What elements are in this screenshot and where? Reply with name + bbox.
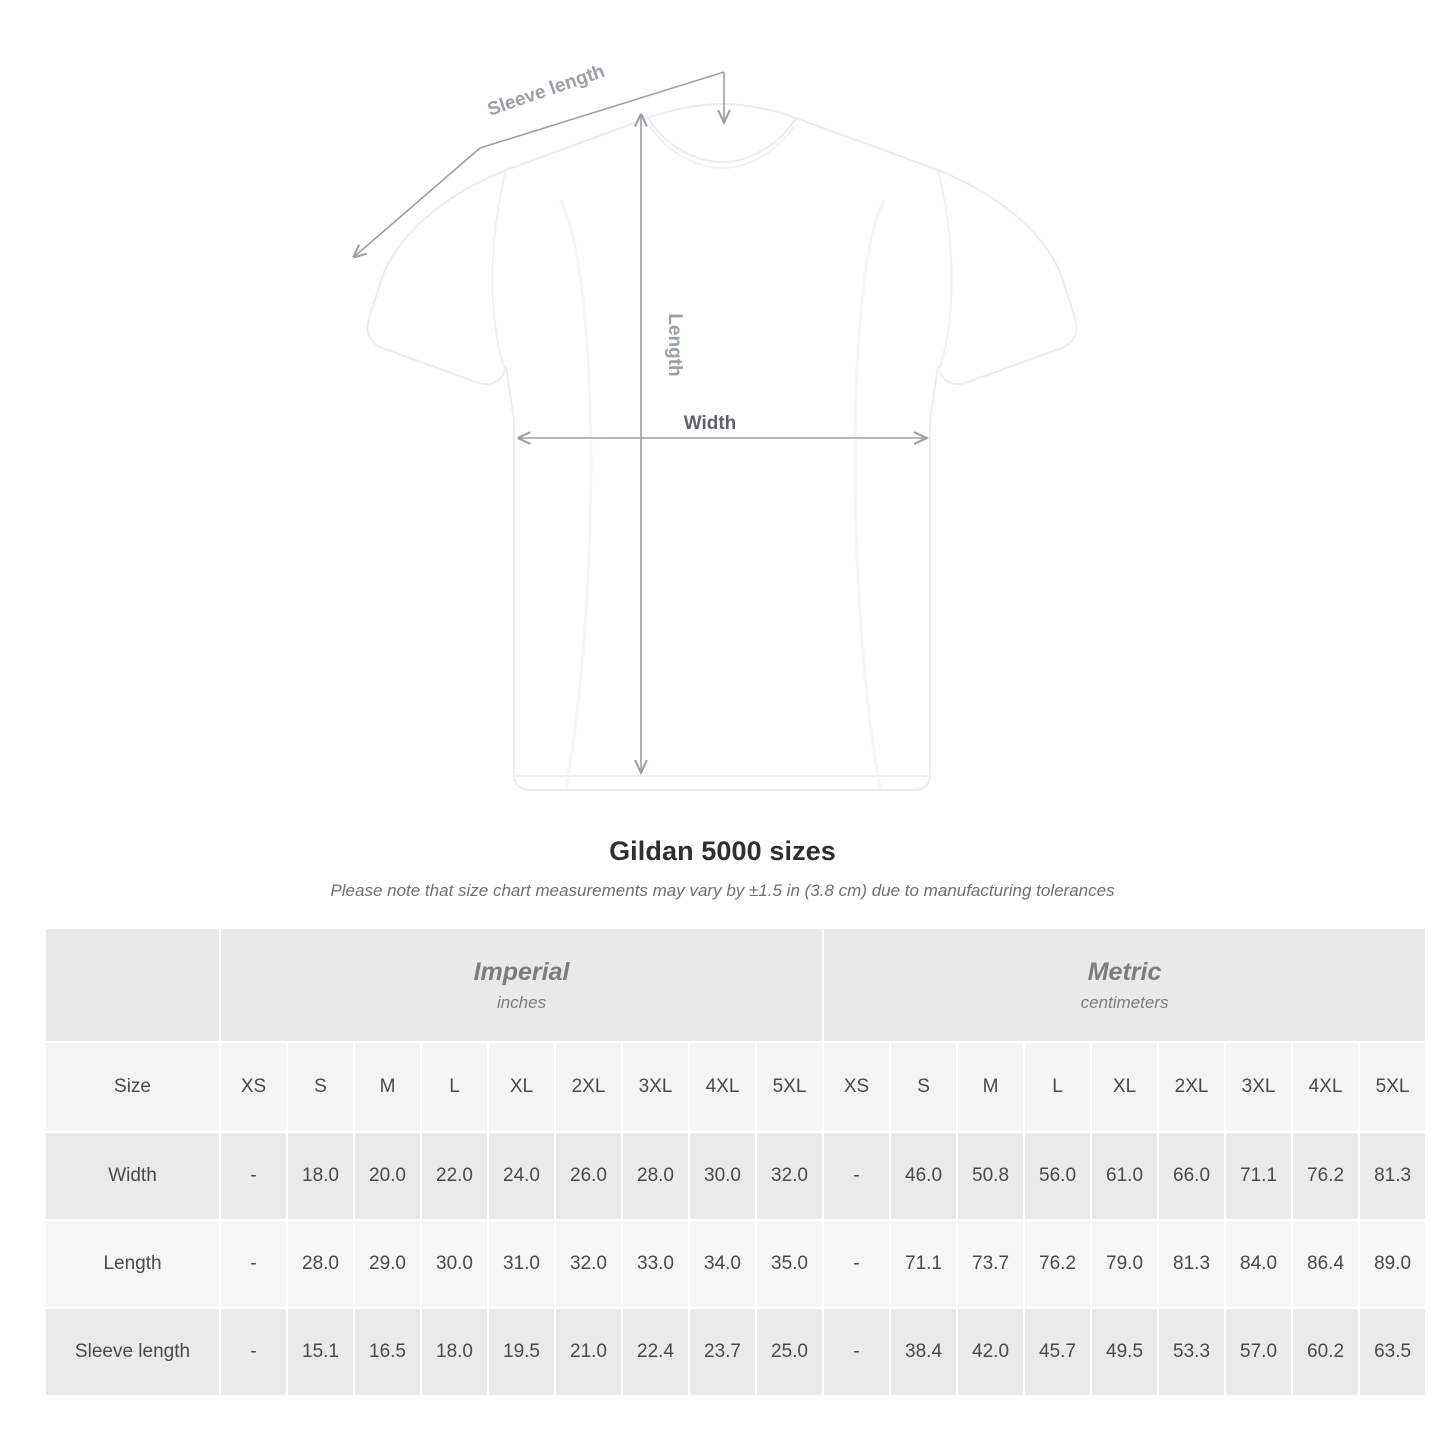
tshirt-shape xyxy=(368,104,1077,790)
cell-width-metric-l: 56.0 xyxy=(1024,1132,1091,1220)
cell-sleeve-imperial-s: 15.1 xyxy=(287,1308,354,1396)
cell-length-imperial-2xl: 32.0 xyxy=(555,1220,622,1308)
title-block xyxy=(0,836,1445,901)
cell-width-imperial-5xl: 32.0 xyxy=(756,1132,823,1220)
cell-sleeve-imperial-xs: - xyxy=(220,1308,287,1396)
cell-width-metric-5xl: 81.3 xyxy=(1359,1132,1426,1220)
cell-width-metric-s: 46.0 xyxy=(890,1132,957,1220)
size-col-imperial-l: L xyxy=(421,1042,488,1132)
size-col-metric-m: M xyxy=(957,1042,1024,1132)
cell-sleeve-imperial-5xl: 25.0 xyxy=(756,1308,823,1396)
row-label-width: Width xyxy=(45,1132,220,1220)
cell-sleeve-imperial-2xl: 21.0 xyxy=(555,1308,622,1396)
table-row xyxy=(45,1132,1426,1220)
cell-sleeve-metric-xs: - xyxy=(823,1308,890,1396)
cell-width-imperial-xs: - xyxy=(220,1132,287,1220)
cell-sleeve-metric-s: 38.4 xyxy=(890,1308,957,1396)
cell-width-imperial-m: 20.0 xyxy=(354,1132,421,1220)
size-col-imperial-m: M xyxy=(354,1042,421,1132)
cell-sleeve-metric-l: 45.7 xyxy=(1024,1308,1091,1396)
size-col-metric-xl: XL xyxy=(1091,1042,1158,1132)
size-table-wrapper xyxy=(44,927,1412,1397)
size-col-imperial-5xl: 5XL xyxy=(756,1042,823,1132)
sleeve-length-label: Sleeve length xyxy=(484,60,608,121)
cell-sleeve-metric-4xl: 60.2 xyxy=(1292,1308,1359,1396)
unit-metric-cell xyxy=(823,928,1426,1042)
cell-width-metric-xl: 61.0 xyxy=(1091,1132,1158,1220)
length-label: Length xyxy=(664,313,685,377)
cell-width-imperial-xl: 24.0 xyxy=(488,1132,555,1220)
cell-sleeve-metric-m: 42.0 xyxy=(957,1308,1024,1396)
cell-length-imperial-xs: - xyxy=(220,1220,287,1308)
cell-length-metric-m: 73.7 xyxy=(957,1220,1024,1308)
cell-length-imperial-xl: 31.0 xyxy=(488,1220,555,1308)
cell-length-imperial-3xl: 33.0 xyxy=(622,1220,689,1308)
cell-length-imperial-s: 28.0 xyxy=(287,1220,354,1308)
cell-length-imperial-4xl: 34.0 xyxy=(689,1220,756,1308)
table-row xyxy=(45,1220,1426,1308)
cell-sleeve-imperial-l: 18.0 xyxy=(421,1308,488,1396)
page-title: Gildan 5000 sizes xyxy=(609,836,836,866)
cell-sleeve-imperial-xl: 19.5 xyxy=(488,1308,555,1396)
cell-sleeve-imperial-3xl: 22.4 xyxy=(622,1308,689,1396)
cell-width-metric-xs: - xyxy=(823,1132,890,1220)
size-col-imperial-2xl: 2XL xyxy=(555,1042,622,1132)
size-header-row xyxy=(45,1042,1426,1132)
cell-width-metric-2xl: 66.0 xyxy=(1158,1132,1225,1220)
cell-length-metric-xl: 79.0 xyxy=(1091,1220,1158,1308)
cell-length-metric-xs: - xyxy=(823,1220,890,1308)
cell-length-imperial-l: 30.0 xyxy=(421,1220,488,1308)
size-col-metric-3xl: 3XL xyxy=(1225,1042,1292,1132)
unit-metric-name: Metric xyxy=(1087,958,1162,986)
size-col-imperial-4xl: 4XL xyxy=(689,1042,756,1132)
cell-width-imperial-s: 18.0 xyxy=(287,1132,354,1220)
row-label-length: Length xyxy=(45,1220,220,1308)
cell-width-imperial-4xl: 30.0 xyxy=(689,1132,756,1220)
table-row xyxy=(45,1308,1426,1396)
cell-length-metric-s: 71.1 xyxy=(890,1220,957,1308)
size-label-cell: Size xyxy=(45,1042,220,1132)
cell-sleeve-metric-3xl: 57.0 xyxy=(1225,1308,1292,1396)
unit-imperial-sub: inches xyxy=(496,993,547,1012)
cell-sleeve-metric-2xl: 53.3 xyxy=(1158,1308,1225,1396)
cell-length-imperial-5xl: 35.0 xyxy=(756,1220,823,1308)
unit-imperial-cell xyxy=(220,928,823,1042)
unit-metric-sub: centimeters xyxy=(1080,993,1169,1012)
size-col-imperial-xs: XS xyxy=(220,1042,287,1132)
size-col-imperial-3xl: 3XL xyxy=(622,1042,689,1132)
cell-sleeve-imperial-m: 16.5 xyxy=(354,1308,421,1396)
size-col-imperial-s: S xyxy=(287,1042,354,1132)
size-table xyxy=(44,927,1427,1397)
cell-length-metric-l: 76.2 xyxy=(1024,1220,1091,1308)
size-col-imperial-xl: XL xyxy=(488,1042,555,1132)
unit-corner-cell xyxy=(45,928,220,1042)
cell-width-imperial-l: 22.0 xyxy=(421,1132,488,1220)
size-col-metric-5xl: 5XL xyxy=(1359,1042,1426,1132)
cell-sleeve-metric-5xl: 63.5 xyxy=(1359,1308,1426,1396)
cell-length-imperial-m: 29.0 xyxy=(354,1220,421,1308)
cell-length-metric-4xl: 86.4 xyxy=(1292,1220,1359,1308)
unit-imperial-name: Imperial xyxy=(473,958,570,986)
size-col-metric-l: L xyxy=(1024,1042,1091,1132)
cell-width-metric-3xl: 71.1 xyxy=(1225,1132,1292,1220)
cell-sleeve-metric-xl: 49.5 xyxy=(1091,1308,1158,1396)
cell-width-imperial-3xl: 28.0 xyxy=(622,1132,689,1220)
row-label-sleeve-length: Sleeve length xyxy=(45,1308,220,1396)
cell-width-metric-4xl: 76.2 xyxy=(1292,1132,1359,1220)
size-col-metric-s: S xyxy=(890,1042,957,1132)
cell-width-metric-m: 50.8 xyxy=(957,1132,1024,1220)
cell-sleeve-imperial-4xl: 23.7 xyxy=(689,1308,756,1396)
size-col-metric-xs: XS xyxy=(823,1042,890,1132)
cell-length-metric-2xl: 81.3 xyxy=(1158,1220,1225,1308)
unit-header-row xyxy=(45,928,1426,1042)
cell-length-metric-5xl: 89.0 xyxy=(1359,1220,1426,1308)
size-col-metric-2xl: 2XL xyxy=(1158,1042,1225,1132)
size-col-metric-4xl: 4XL xyxy=(1292,1042,1359,1132)
width-label: Width xyxy=(683,413,737,434)
cell-width-imperial-2xl: 26.0 xyxy=(555,1132,622,1220)
cell-length-metric-3xl: 84.0 xyxy=(1225,1220,1292,1308)
tolerance-note: Please note that size chart measurements may vary by ±1.5 in (3.8 cm) due to manufacturing tolerances xyxy=(330,881,1115,900)
